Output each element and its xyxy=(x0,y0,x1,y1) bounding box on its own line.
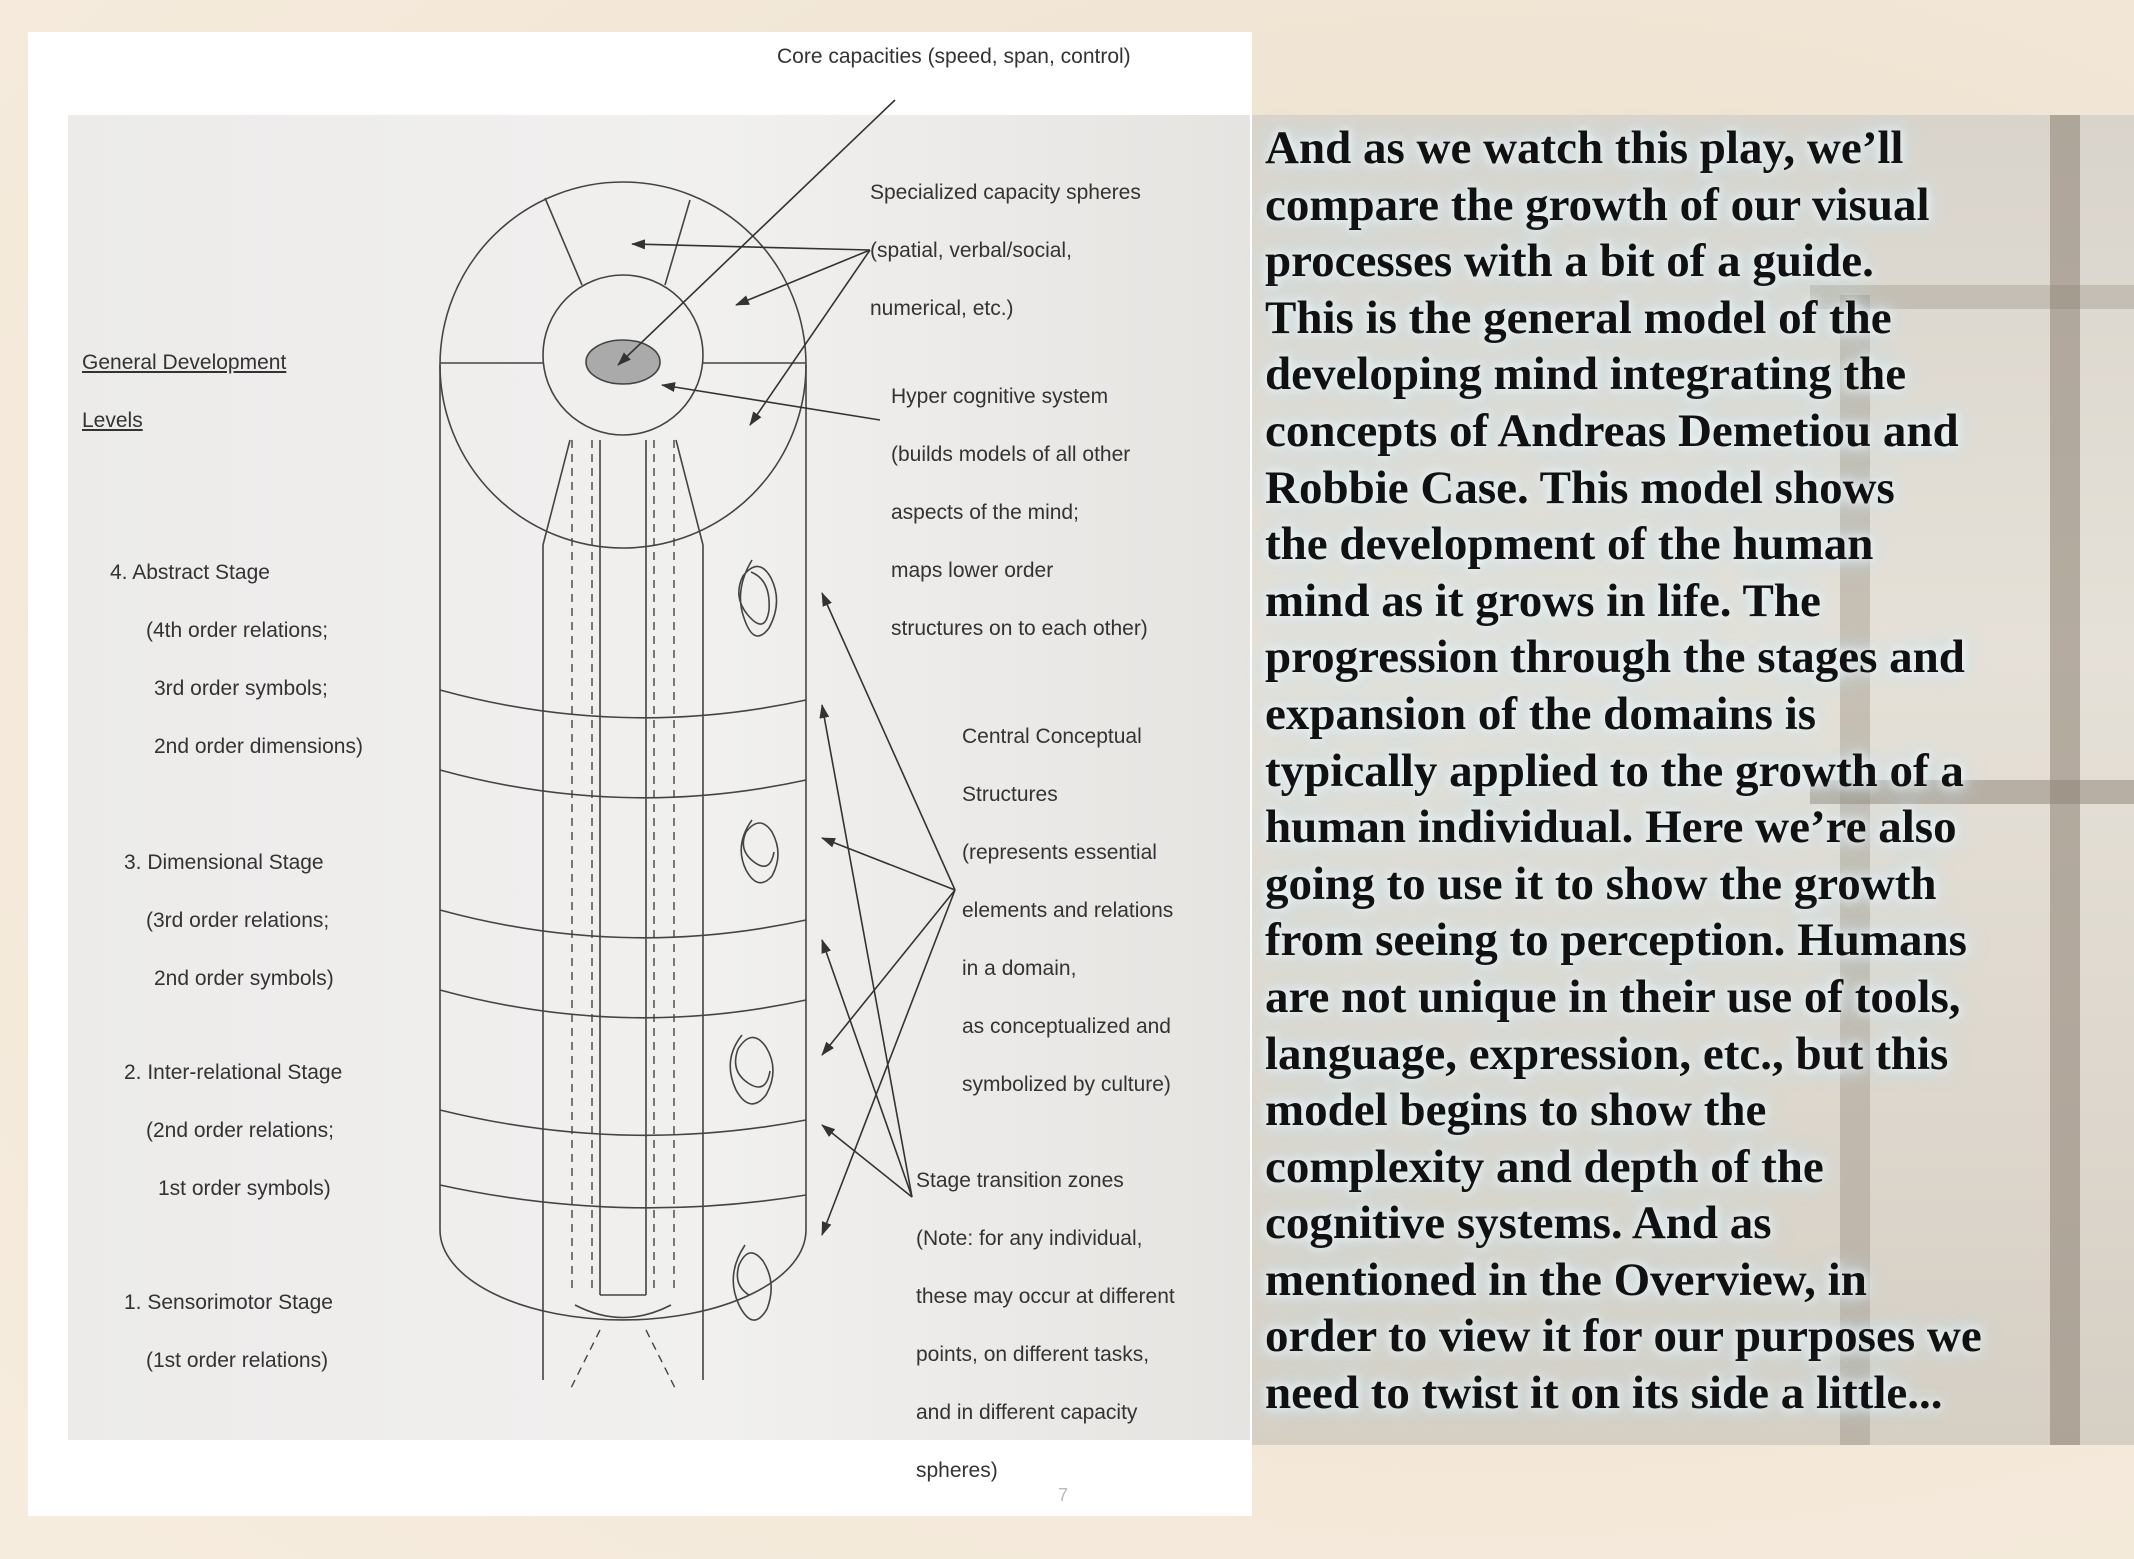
page-number: 7 xyxy=(1058,1485,1069,1505)
stage-title: 4. Abstract Stage xyxy=(110,561,270,584)
narration-line: model begins to show the xyxy=(1265,1084,1767,1137)
narration-line: Robbie Case. This model shows xyxy=(1265,461,1895,514)
narration-line: the development of the human xyxy=(1265,518,1874,571)
core-capacities-label: Core capacities (speed, span, control) xyxy=(777,45,1131,68)
general-levels-heading: General Development Levels xyxy=(82,351,287,432)
core-ellipse xyxy=(586,340,660,384)
narration-line: And as we watch this play, we’ll xyxy=(1265,122,1904,174)
stage-2: 2. Inter-relational Stage (2nd order relations; 1st order symbols) xyxy=(124,1044,342,1218)
narration-line: mind as it grows in life. The xyxy=(1265,574,1821,627)
narration-line: expansion of the domains is xyxy=(1265,687,1817,740)
narration-line: need to twist it on its side a little... xyxy=(1265,1367,1943,1420)
narration-line: progression through the stages and xyxy=(1265,631,1965,684)
specialized-spheres-label: Specialized capacity spheres (spatial, verbal/social, numerical, etc.) xyxy=(870,181,1141,320)
narration-line: developing mind integrating the xyxy=(1265,348,1907,401)
narration-line: human individual. Here we’re also xyxy=(1265,801,1957,854)
stage-4: 4. Abstract Stage (4th order relations; 3rd order symbols; 2nd order dimensions) xyxy=(110,544,363,776)
narration-line: from seeing to perception. Humans xyxy=(1265,914,1967,967)
narration-line: compare the growth of our visual xyxy=(1265,178,1930,231)
narration-line: This is the general model of the xyxy=(1265,291,1892,344)
stage-1: 1. Sensorimotor Stage (1st order relations) xyxy=(124,1274,333,1390)
stage-title: 3. Dimensional Stage xyxy=(124,851,324,874)
narration-line: processes with a bit of a guide. xyxy=(1265,235,1874,288)
stage-title: 2. Inter-relational Stage xyxy=(124,1061,343,1084)
stage-title: 1. Sensorimotor Stage xyxy=(124,1291,333,1314)
narration-text xyxy=(1265,120,2125,1422)
narration-line: typically applied to the growth of a xyxy=(1265,744,1964,797)
narration-line: concepts of Andreas Demetiou and xyxy=(1265,404,1959,457)
narration-line: cognitive systems. And as xyxy=(1265,1197,1772,1250)
narration-line: order to view it for our purposes we xyxy=(1265,1310,1982,1363)
stage-3: 3. Dimensional Stage (3rd order relations; 2nd order symbols) xyxy=(124,834,334,1008)
narration-line: going to use it to show the growth xyxy=(1265,857,1937,910)
narration-line: complexity and depth of the xyxy=(1265,1140,1824,1193)
narration-line: mentioned in the Overview, in xyxy=(1265,1253,1867,1306)
stage-transition-label: Stage transition zones (Note: for any individual, these may occur at different points, on different tasks, and in different capacity spheres) xyxy=(916,1169,1175,1482)
central-conceptual-label: Central Conceptual Structures (represents essential elements and relations in a domain, as conceptualized and symbolized by culture) xyxy=(962,725,1174,1096)
narration-line: are not unique in their use of tools, xyxy=(1265,970,1961,1023)
narration-line: language, expression, etc., but this xyxy=(1265,1027,1949,1080)
hyper-cognitive-label: Hyper cognitive system (builds models of all other aspects of the mind; maps lower order structures on to each other) xyxy=(891,385,1148,640)
